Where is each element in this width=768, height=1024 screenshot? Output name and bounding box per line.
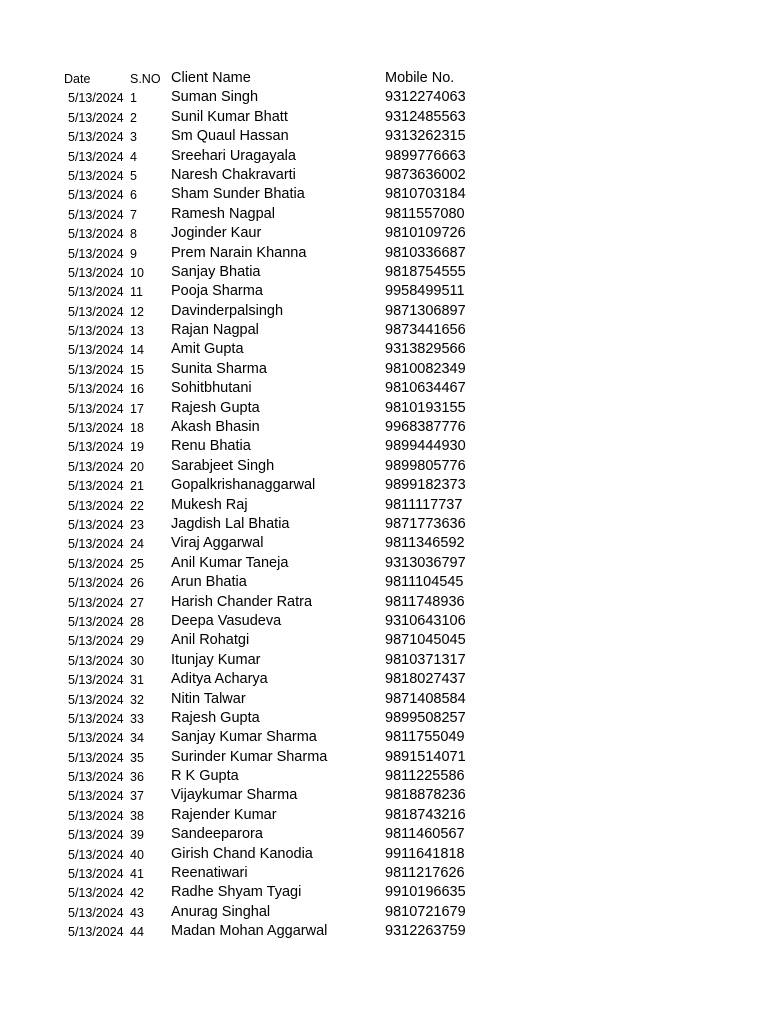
table-row — [0, 786, 768, 805]
table-row — [0, 593, 768, 612]
row-client-name: Vijaykumar Sharma — [171, 787, 298, 804]
row-date: 5/13/2024 — [68, 362, 124, 377]
row-mobile: 9313036797 — [385, 554, 466, 571]
row-client-name: Nitin Talwar — [171, 690, 246, 707]
row-mobile: 9810371317 — [385, 651, 466, 668]
row-sno: 31 — [130, 673, 144, 688]
row-mobile: 9818027437 — [385, 671, 466, 688]
row-client-name: Naresh Chakravarti — [171, 166, 296, 183]
row-client-name: Prem Narain Khanna — [171, 244, 307, 261]
row-date: 5/13/2024 — [68, 382, 124, 397]
row-sno: 14 — [130, 343, 144, 358]
row-client-name: Deepa Vasudeva — [171, 612, 282, 629]
table-row — [0, 418, 768, 437]
table-row — [0, 360, 768, 379]
row-client-name: Sham Sunder Bhatia — [171, 186, 305, 203]
row-mobile: 9811117737 — [385, 496, 463, 513]
row-date: 5/13/2024 — [68, 207, 124, 222]
table-row — [0, 244, 768, 263]
table-row — [0, 709, 768, 728]
row-date: 5/13/2024 — [68, 498, 124, 513]
row-date: 5/13/2024 — [68, 168, 124, 183]
row-mobile: 9871045045 — [385, 632, 466, 649]
row-client-name: Sanjay Kumar Sharma — [171, 729, 317, 746]
row-sno: 23 — [130, 517, 144, 532]
row-date: 5/13/2024 — [68, 634, 124, 649]
row-client-name: Sarabjeet Singh — [171, 457, 275, 474]
row-mobile: 9873441656 — [385, 322, 466, 339]
row-client-name: R K Gupta — [171, 768, 239, 785]
table-row — [0, 670, 768, 689]
row-client-name: Sunil Kumar Bhatt — [171, 108, 288, 125]
row-mobile: 9810721679 — [385, 903, 466, 920]
row-client-name: Madan Mohan Aggarwal — [171, 923, 328, 940]
row-sno: 17 — [130, 401, 144, 416]
header-row — [0, 69, 768, 88]
row-date: 5/13/2024 — [68, 925, 124, 940]
row-client-name: Amit Gupta — [171, 341, 244, 358]
row-mobile: 9811217626 — [385, 865, 465, 882]
table-row — [0, 166, 768, 185]
row-mobile: 9811460567 — [385, 826, 465, 843]
row-date: 5/13/2024 — [68, 673, 124, 688]
row-client-name: Reenatiwari — [171, 865, 248, 882]
table-row — [0, 185, 768, 204]
row-mobile: 9958499511 — [385, 283, 465, 300]
row-sno: 27 — [130, 595, 144, 610]
row-sno: 41 — [130, 867, 144, 882]
row-client-name: Girish Chand Kanodia — [171, 845, 313, 862]
header-date: Date — [64, 72, 91, 86]
table-row — [0, 263, 768, 282]
row-sno: 9 — [130, 246, 137, 261]
row-client-name: Sreehari Uragayala — [171, 147, 296, 164]
header-sno: S.NO — [130, 72, 161, 86]
row-sno: 32 — [130, 692, 144, 707]
row-client-name: Rajesh Gupta — [171, 709, 260, 726]
row-sno: 38 — [130, 808, 144, 823]
row-mobile: 9811346592 — [385, 535, 465, 552]
row-client-name: Rajesh Gupta — [171, 399, 260, 416]
row-client-name: Arun Bhatia — [171, 574, 247, 591]
table-row — [0, 321, 768, 340]
row-sno: 33 — [130, 711, 144, 726]
row-mobile: 9891514071 — [385, 748, 466, 765]
row-mobile: 9810634467 — [385, 380, 466, 397]
row-date: 5/13/2024 — [68, 867, 124, 882]
row-mobile: 9871773636 — [385, 515, 466, 532]
table-row — [0, 437, 768, 456]
row-client-name: Rajender Kumar — [171, 806, 277, 823]
table-row — [0, 767, 768, 786]
row-date: 5/13/2024 — [68, 265, 124, 280]
row-client-name: Sm Quaul Hassan — [171, 128, 289, 145]
row-date: 5/13/2024 — [68, 711, 124, 726]
row-sno: 10 — [130, 265, 144, 280]
row-mobile: 9811748936 — [385, 593, 465, 610]
table-row — [0, 496, 768, 515]
row-date: 5/13/2024 — [68, 130, 124, 145]
row-date: 5/13/2024 — [68, 285, 124, 300]
row-sno: 4 — [130, 149, 137, 164]
row-sno: 39 — [130, 828, 144, 843]
row-client-name: Itunjay Kumar — [171, 651, 261, 668]
row-client-name: Renu Bhatia — [171, 438, 251, 455]
row-mobile: 9911641818 — [385, 845, 465, 862]
table-row — [0, 534, 768, 553]
row-date: 5/13/2024 — [68, 343, 124, 358]
table-row — [0, 690, 768, 709]
client-sheet — [0, 69, 768, 942]
row-sno: 6 — [130, 188, 137, 203]
row-sno: 21 — [130, 479, 144, 494]
row-date: 5/13/2024 — [68, 808, 124, 823]
row-sno: 44 — [130, 925, 144, 940]
header-mobile: Mobile No. — [385, 70, 455, 86]
row-mobile: 9810703184 — [385, 186, 466, 203]
row-sno: 8 — [130, 227, 137, 242]
row-mobile: 9810193155 — [385, 399, 466, 416]
row-mobile: 9910196635 — [385, 884, 466, 901]
row-sno: 35 — [130, 750, 144, 765]
row-sno: 43 — [130, 905, 144, 920]
row-date: 5/13/2024 — [68, 91, 124, 106]
row-mobile: 9811225586 — [385, 768, 465, 785]
row-sno: 2 — [130, 110, 137, 125]
row-date: 5/13/2024 — [68, 770, 124, 785]
row-sno: 25 — [130, 556, 144, 571]
row-client-name: Mukesh Raj — [171, 496, 248, 513]
row-date: 5/13/2024 — [68, 459, 124, 474]
table-row — [0, 651, 768, 670]
row-sno: 40 — [130, 847, 144, 862]
row-date: 5/13/2024 — [68, 847, 124, 862]
row-client-name: Viraj Aggarwal — [171, 535, 264, 552]
row-client-name: Aditya Acharya — [171, 671, 268, 688]
header-client-name: Client Name — [171, 70, 251, 86]
row-mobile: 9899508257 — [385, 709, 466, 726]
row-sno: 34 — [130, 731, 144, 746]
row-client-name: Anil Kumar Taneja — [171, 554, 289, 571]
table-row — [0, 748, 768, 767]
row-client-name: Sanjay Bhatia — [171, 263, 261, 280]
row-date: 5/13/2024 — [68, 246, 124, 261]
table-row — [0, 224, 768, 243]
row-sno: 22 — [130, 498, 144, 513]
table-row — [0, 883, 768, 902]
table-row — [0, 612, 768, 631]
row-mobile: 9312274063 — [385, 89, 466, 106]
row-date: 5/13/2024 — [68, 614, 124, 629]
row-client-name: Gopalkrishanaggarwal — [171, 477, 316, 494]
row-mobile: 9811557080 — [385, 205, 465, 222]
table-row — [0, 864, 768, 883]
row-mobile: 9818878236 — [385, 787, 466, 804]
row-sno: 19 — [130, 440, 144, 455]
row-date: 5/13/2024 — [68, 440, 124, 455]
row-mobile: 9871408584 — [385, 690, 466, 707]
row-date: 5/13/2024 — [68, 324, 124, 339]
row-client-name: Akash Bhasin — [171, 419, 260, 436]
row-mobile: 9811104545 — [385, 574, 464, 591]
row-mobile: 9873636002 — [385, 166, 466, 183]
table-row — [0, 379, 768, 398]
row-sno: 12 — [130, 304, 144, 319]
table-row — [0, 573, 768, 592]
row-sno: 13 — [130, 324, 144, 339]
row-date: 5/13/2024 — [68, 595, 124, 610]
row-mobile: 9871306897 — [385, 302, 466, 319]
row-mobile: 9810109726 — [385, 225, 466, 242]
table-row — [0, 108, 768, 127]
row-sno: 42 — [130, 886, 144, 901]
row-date: 5/13/2024 — [68, 905, 124, 920]
row-mobile: 9810082349 — [385, 360, 466, 377]
row-date: 5/13/2024 — [68, 149, 124, 164]
table-row — [0, 554, 768, 573]
table-row — [0, 806, 768, 825]
row-date: 5/13/2024 — [68, 653, 124, 668]
row-mobile: 9310643106 — [385, 612, 466, 629]
row-client-name: Anil Rohatgi — [171, 632, 250, 649]
row-date: 5/13/2024 — [68, 188, 124, 203]
row-client-name: Ramesh Nagpal — [171, 205, 275, 222]
table-row — [0, 88, 768, 107]
row-sno: 5 — [130, 168, 137, 183]
row-client-name: Sandeeparora — [171, 826, 263, 843]
row-sno: 37 — [130, 789, 144, 804]
row-date: 5/13/2024 — [68, 110, 124, 125]
table-row — [0, 340, 768, 359]
table-row — [0, 302, 768, 321]
client-rows — [0, 88, 768, 941]
row-sno: 29 — [130, 634, 144, 649]
row-client-name: Jagdish Lal Bhatia — [171, 515, 290, 532]
row-date: 5/13/2024 — [68, 537, 124, 552]
row-mobile: 9899776663 — [385, 147, 466, 164]
row-mobile: 9899805776 — [385, 457, 466, 474]
row-sno: 26 — [130, 576, 144, 591]
row-date: 5/13/2024 — [68, 692, 124, 707]
table-row — [0, 282, 768, 301]
row-mobile: 9312263759 — [385, 923, 466, 940]
row-sno: 20 — [130, 459, 144, 474]
row-client-name: Pooja Sharma — [171, 283, 263, 300]
row-client-name: Anurag Singhal — [171, 903, 271, 920]
row-date: 5/13/2024 — [68, 227, 124, 242]
row-mobile: 9899182373 — [385, 477, 466, 494]
row-date: 5/13/2024 — [68, 401, 124, 416]
row-mobile: 9818754555 — [385, 263, 466, 280]
row-client-name: Sohitbhutani — [171, 380, 252, 397]
table-row — [0, 903, 768, 922]
table-row — [0, 457, 768, 476]
row-sno: 11 — [130, 285, 143, 300]
row-date: 5/13/2024 — [68, 828, 124, 843]
row-sno: 7 — [130, 207, 137, 222]
row-date: 5/13/2024 — [68, 304, 124, 319]
row-sno: 36 — [130, 770, 144, 785]
row-sno: 16 — [130, 382, 144, 397]
row-date: 5/13/2024 — [68, 556, 124, 571]
row-sno: 24 — [130, 537, 144, 552]
table-row — [0, 147, 768, 166]
row-client-name: Davinderpalsingh — [171, 302, 284, 319]
row-date: 5/13/2024 — [68, 789, 124, 804]
row-mobile: 9818743216 — [385, 806, 466, 823]
row-sno: 28 — [130, 614, 144, 629]
row-date: 5/13/2024 — [68, 479, 124, 494]
table-row — [0, 399, 768, 418]
table-row — [0, 728, 768, 747]
table-row — [0, 825, 768, 844]
row-mobile: 9313262315 — [385, 128, 466, 145]
row-client-name: Sunita Sharma — [171, 360, 267, 377]
row-date: 5/13/2024 — [68, 886, 124, 901]
row-mobile: 9312485563 — [385, 108, 466, 125]
row-client-name: Rajan Nagpal — [171, 322, 259, 339]
row-mobile: 9810336687 — [385, 244, 466, 261]
row-mobile: 9313829566 — [385, 341, 466, 358]
table-row — [0, 476, 768, 495]
table-row — [0, 127, 768, 146]
row-sno: 18 — [130, 421, 144, 436]
table-row — [0, 845, 768, 864]
row-date: 5/13/2024 — [68, 517, 124, 532]
row-client-name: Harish Chander Ratra — [171, 593, 313, 610]
row-sno: 15 — [130, 362, 144, 377]
row-client-name: Suman Singh — [171, 89, 259, 106]
row-mobile: 9968387776 — [385, 419, 466, 436]
table-row — [0, 631, 768, 650]
row-client-name: Joginder Kaur — [171, 225, 262, 242]
table-row — [0, 922, 768, 941]
row-sno: 1 — [130, 91, 137, 106]
row-client-name: Radhe Shyam Tyagi — [171, 884, 302, 901]
table-row — [0, 515, 768, 534]
row-mobile: 9811755049 — [385, 729, 465, 746]
row-client-name: Surinder Kumar Sharma — [171, 748, 328, 765]
row-date: 5/13/2024 — [68, 750, 124, 765]
row-date: 5/13/2024 — [68, 731, 124, 746]
table-row — [0, 205, 768, 224]
row-sno: 3 — [130, 130, 137, 145]
row-date: 5/13/2024 — [68, 421, 124, 436]
row-sno: 30 — [130, 653, 144, 668]
row-date: 5/13/2024 — [68, 576, 124, 591]
row-mobile: 9899444930 — [385, 438, 466, 455]
